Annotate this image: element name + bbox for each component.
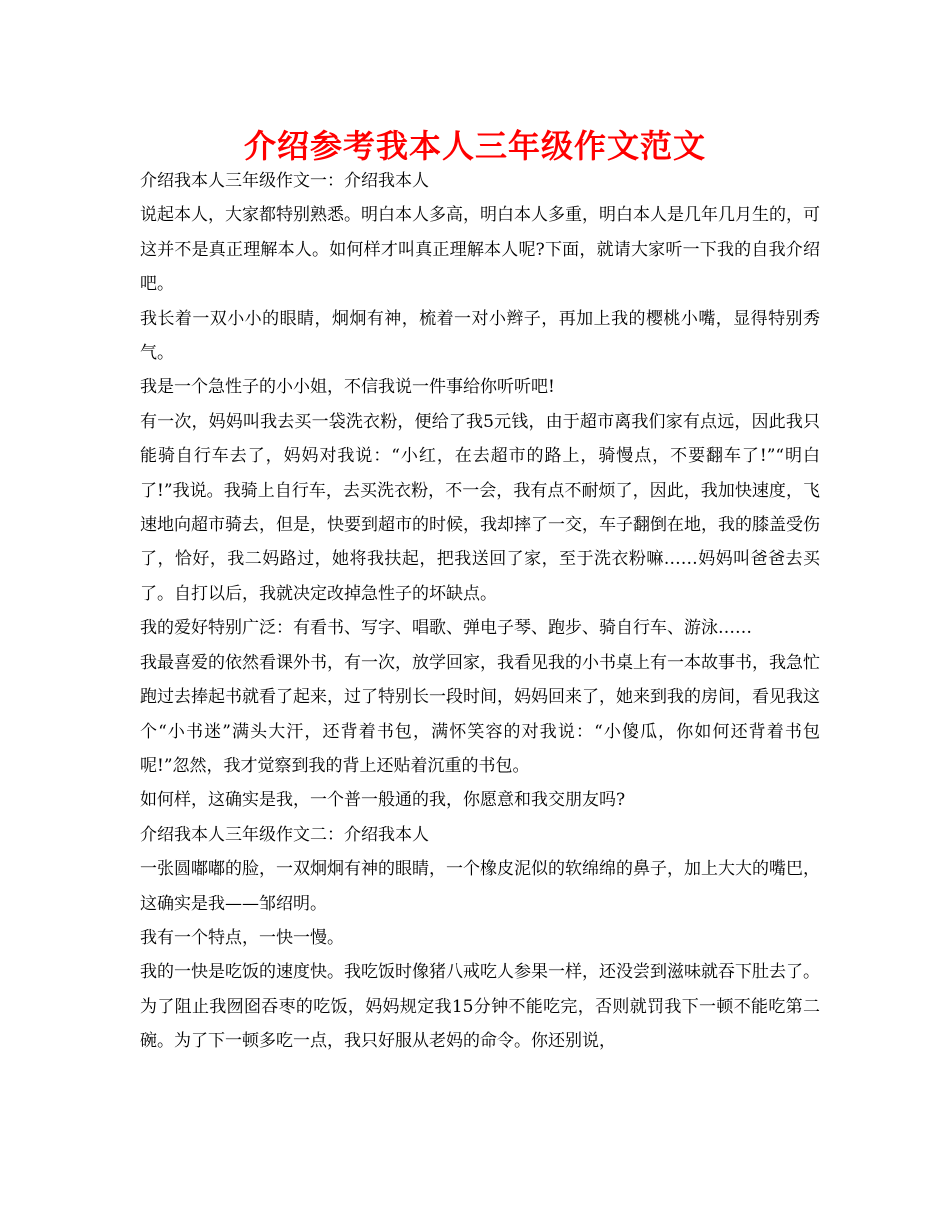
paragraph: 我是一个急性子的小小姐，不信我说一件事给你听听吧!	[140, 377, 555, 398]
paragraph-heading-2: 介绍我本人三年级作文二：介绍我本人	[140, 824, 429, 845]
paragraph: 我长着一双小小的眼睛，炯炯有神，梳着一对小辫子，再加上我的樱桃小嘴，显得特别秀气。	[140, 308, 820, 364]
paragraph: 如何样，这确实是我，一个普一般通的我，你愿意和我交朋友吗?	[140, 790, 626, 811]
paragraph-heading-1: 介绍我本人三年级作文一：介绍我本人	[140, 171, 429, 191]
document-title: 介绍参考我本人三年级作文范文	[243, 127, 706, 165]
paragraph: 我的爱好特别广泛：有看书、写字、唱歌、弹电子琴、跑步、骑自行车、游泳……	[140, 618, 752, 639]
paragraph: 说起本人，大家都特别熟悉。明白本人多高，明白本人多重，明白本人是几年几月生的，可这并不是真正理解本人。如何样才叫真正理解本人呢?下面，就请大家听一下我的自我介绍吧。	[140, 205, 820, 295]
paragraph: 有一次，妈妈叫我去买一袋洗衣粉，便给了我5元钱，由于超市离我们家有点远，因此我只能骑自行车去了，妈妈对我说：“小红，在去超市的路上，骑慢点，不要翻车了!”“明白了!”我说。我骑上自行车，去买洗衣粉，不一会，我有点不耐烦了，因此，我加快速度，飞速地向超市骑去，但是，快要到超市的时候，我却摔了一交，车子翻倒在地，我的膝盖受伤了，恰好，我二妈路过，她将我扶起，把我送回了家，至于洗衣粉嘛……妈妈叫爸爸去买了。自打以后，我就决定改掉急性子的坏缺点。	[140, 411, 820, 604]
document-body	[140, 164, 820, 1059]
paragraph: 我的一快是吃饭的速度快。我吃饭时像猪八戒吃人参果一样，还没尝到滋味就吞下肚去了。为了阻止我囫囵吞枣的吃饭，妈妈规定我15分钟不能吃完，否则就罚我下一顿不能吃第二碗。为了下一顿多吃一点，我只好服从老妈的命令。你还别说，	[140, 962, 820, 1052]
paragraph: 一张圆嘟嘟的脸，一双炯炯有神的眼睛，一个橡皮泥似的软绵绵的鼻子，加上大大的嘴巴，这确实是我——邹绍明。	[140, 859, 820, 914]
paragraph: 我最喜爱的依然看课外书，有一次，放学回家，我看见我的小书桌上有一本故事书，我急忙跑过去捧起书就看了起来，过了特别长一段时间，妈妈回来了，她来到我的房间，看见我这个“小书迷”满头大汗，还背着书包，满怀笑容的对我说：“小傻瓜，你如何还背着书包呢!”忽然，我才觉察到我的背上还贴着沉重的书包。	[140, 652, 820, 776]
paragraph: 我有一个特点，一快一慢。	[140, 927, 344, 948]
